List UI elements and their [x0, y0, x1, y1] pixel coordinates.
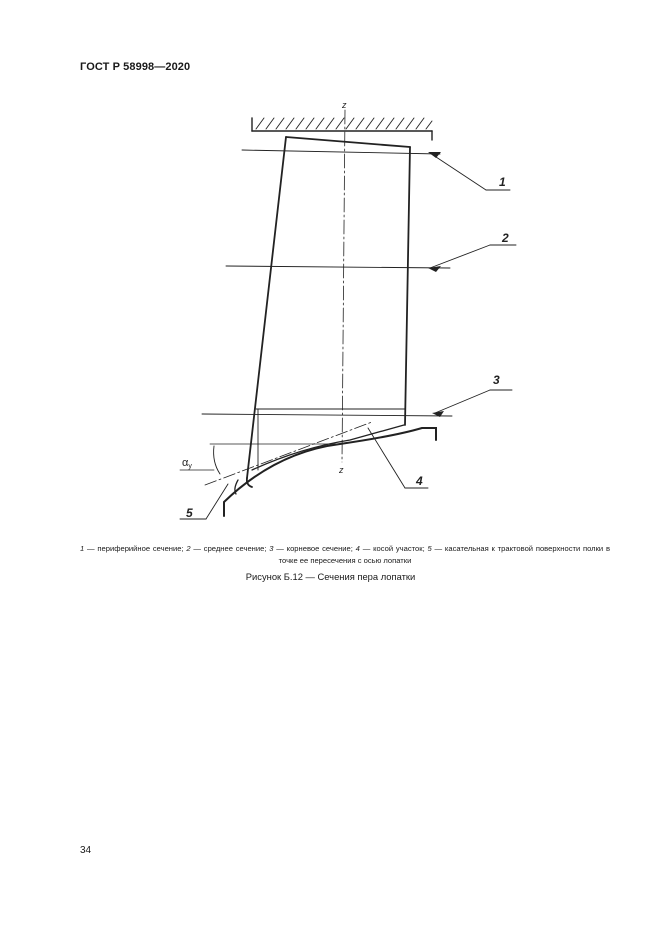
- legend-text-4: — косой участок;: [359, 544, 428, 553]
- section-line-root: [202, 414, 452, 416]
- page-number: 34: [80, 845, 92, 856]
- callout-2: 2: [502, 231, 509, 245]
- legend-text-2: — среднее сечение;: [190, 544, 270, 553]
- legend-num-5: 5: [427, 544, 432, 553]
- callout-3: 3: [493, 373, 500, 387]
- angle-symbol: αу: [182, 457, 192, 470]
- legend-text-3: — корневое сечение;: [273, 544, 356, 553]
- platform-curve: [224, 428, 436, 516]
- callout-leaders: [180, 153, 516, 519]
- legend-text-5: — касательная к трактовой поверхности полки в точке ее пересечения с осью лопатки: [278, 544, 610, 565]
- callout-1: 1: [499, 175, 506, 189]
- callout-4: 4: [416, 474, 423, 488]
- angle-arc: [214, 446, 220, 474]
- section-line-middle: [226, 266, 450, 268]
- figure-legend: [80, 543, 610, 567]
- top-support-hatch: [252, 118, 432, 140]
- figure-caption: Рисунок Б.12 — Сечения пера лопатки: [245, 571, 416, 582]
- legend-num-4: 4: [355, 544, 360, 553]
- tangent-line: [205, 422, 372, 485]
- legend-num-1: 1: [80, 544, 85, 553]
- document-header: ГОСТ Р 58998—2020: [80, 61, 191, 73]
- legend-num-3: 3: [269, 544, 274, 553]
- arrowheads: [428, 152, 444, 417]
- legend-text-1: — периферийное сечение;: [84, 544, 187, 553]
- oblique-segment: [252, 425, 404, 470]
- z-axis-label-top: z: [342, 100, 347, 110]
- z-axis-label-bottom: z: [339, 465, 344, 475]
- legend-num-2: 2: [186, 544, 191, 553]
- blade-outline: [247, 137, 410, 487]
- callout-5: 5: [186, 506, 193, 520]
